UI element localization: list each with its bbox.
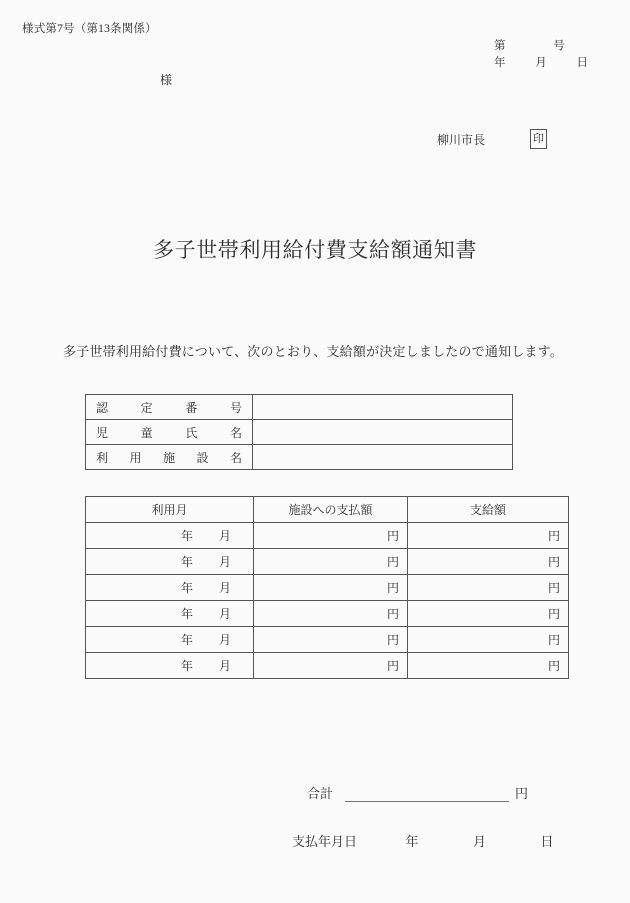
currency-unit: 円 bbox=[386, 659, 399, 673]
currency-unit: 円 bbox=[386, 581, 399, 595]
cell-benefit-amount[interactable] bbox=[408, 523, 569, 549]
label-char: 童 bbox=[140, 425, 153, 440]
label-char: 施 bbox=[162, 450, 175, 465]
year-label: 年 bbox=[180, 633, 193, 647]
cell-benefit-amount[interactable] bbox=[408, 601, 569, 627]
cell-facility-payment[interactable] bbox=[254, 601, 408, 627]
document-date-line bbox=[494, 55, 588, 72]
currency-unit: 円 bbox=[386, 607, 399, 621]
issuer-block bbox=[437, 129, 547, 149]
cell-facility-payment[interactable] bbox=[254, 627, 408, 653]
cell-usage-month[interactable] bbox=[86, 627, 254, 653]
column-header-usage-month: 利用月 bbox=[86, 497, 254, 523]
body-paragraph: 多子世帯利用給付費について、次のとおり、支給額が決定しましたので通知します。 bbox=[63, 344, 564, 359]
document-date-year: 年 bbox=[494, 57, 506, 69]
table-row bbox=[86, 523, 569, 549]
info-label-facility-name bbox=[86, 445, 253, 470]
document-meta bbox=[494, 38, 588, 72]
cell-benefit-amount[interactable] bbox=[408, 653, 569, 679]
currency-unit: 円 bbox=[547, 555, 560, 569]
table-row bbox=[86, 653, 569, 679]
payment-date-year: 年 bbox=[405, 834, 419, 849]
month-label: 月 bbox=[218, 581, 231, 595]
cell-usage-month[interactable] bbox=[86, 653, 254, 679]
info-value-certification-number[interactable] bbox=[253, 395, 513, 420]
document-date-day: 日 bbox=[576, 57, 588, 69]
year-label: 年 bbox=[180, 555, 193, 569]
cell-usage-month[interactable] bbox=[86, 549, 254, 575]
label-char: 氏 bbox=[185, 425, 198, 440]
addressee-honorific: 様 bbox=[160, 73, 173, 87]
table-row bbox=[86, 420, 513, 445]
total-currency-unit: 円 bbox=[515, 786, 529, 801]
page-title: 多子世帯利用給付費支給額通知書 bbox=[153, 238, 477, 262]
document-number-prefix: 第 bbox=[494, 40, 506, 52]
table-header-row bbox=[86, 497, 569, 523]
cell-benefit-amount[interactable] bbox=[408, 627, 569, 653]
cell-benefit-amount[interactable] bbox=[408, 549, 569, 575]
seal-icon: 印 bbox=[530, 129, 547, 149]
info-value-facility-name[interactable] bbox=[253, 445, 513, 470]
payment-table-body bbox=[86, 523, 569, 679]
label-char: 利 bbox=[96, 450, 109, 465]
table-row bbox=[86, 445, 513, 470]
label-char: 番 bbox=[185, 400, 198, 415]
payment-date-label: 支払年月日 bbox=[292, 834, 358, 849]
cell-usage-month[interactable] bbox=[86, 601, 254, 627]
year-label: 年 bbox=[180, 581, 193, 595]
column-header-benefit-amount: 支給額 bbox=[408, 497, 569, 523]
cell-facility-payment[interactable] bbox=[254, 523, 408, 549]
info-value-child-name[interactable] bbox=[253, 420, 513, 445]
label-char: 号 bbox=[229, 400, 242, 415]
payment-table bbox=[85, 496, 569, 679]
label-char: 名 bbox=[229, 450, 242, 465]
label-char: 設 bbox=[196, 450, 209, 465]
currency-unit: 円 bbox=[547, 529, 560, 543]
month-label: 月 bbox=[218, 659, 231, 673]
payment-date-day: 日 bbox=[540, 834, 554, 849]
currency-unit: 円 bbox=[386, 633, 399, 647]
label-char: 用 bbox=[129, 450, 142, 465]
table-row bbox=[86, 549, 569, 575]
table-row bbox=[86, 395, 513, 420]
month-label: 月 bbox=[218, 555, 231, 569]
currency-unit: 円 bbox=[547, 633, 560, 647]
table-row bbox=[86, 627, 569, 653]
cell-facility-payment[interactable] bbox=[254, 575, 408, 601]
currency-unit: 円 bbox=[386, 529, 399, 543]
label-char: 定 bbox=[140, 400, 153, 415]
cell-usage-month[interactable] bbox=[86, 523, 254, 549]
currency-unit: 円 bbox=[547, 581, 560, 595]
document-number-line bbox=[494, 38, 588, 55]
currency-unit: 円 bbox=[547, 607, 560, 621]
document-date-month: 月 bbox=[535, 57, 547, 69]
payment-date-line bbox=[292, 831, 554, 850]
label-char: 認 bbox=[96, 400, 109, 415]
document-number-suffix: 号 bbox=[553, 40, 565, 52]
cell-usage-month[interactable] bbox=[86, 575, 254, 601]
month-label: 月 bbox=[218, 633, 231, 647]
month-label: 月 bbox=[218, 529, 231, 543]
year-label: 年 bbox=[180, 659, 193, 673]
total-value-field[interactable] bbox=[345, 786, 509, 802]
table-row bbox=[86, 575, 569, 601]
year-label: 年 bbox=[180, 529, 193, 543]
year-label: 年 bbox=[180, 607, 193, 621]
table-row bbox=[86, 601, 569, 627]
payment-date-month: 月 bbox=[473, 834, 487, 849]
cell-facility-payment[interactable] bbox=[254, 653, 408, 679]
cell-benefit-amount[interactable] bbox=[408, 575, 569, 601]
info-label-child-name bbox=[86, 420, 253, 445]
applicant-info-table bbox=[85, 394, 513, 470]
label-char: 名 bbox=[229, 425, 242, 440]
info-label-certification-number bbox=[86, 395, 253, 420]
column-header-facility-payment: 施設への支払額 bbox=[254, 497, 408, 523]
currency-unit: 円 bbox=[547, 659, 560, 673]
currency-unit: 円 bbox=[386, 555, 399, 569]
month-label: 月 bbox=[218, 607, 231, 621]
label-char: 児 bbox=[96, 425, 109, 440]
form-number: 様式第7号（第13条関係） bbox=[22, 23, 157, 35]
total-line bbox=[307, 783, 528, 802]
total-label: 合計 bbox=[307, 786, 334, 801]
issuer-name: 柳川市長 bbox=[437, 132, 486, 147]
cell-facility-payment[interactable] bbox=[254, 549, 408, 575]
